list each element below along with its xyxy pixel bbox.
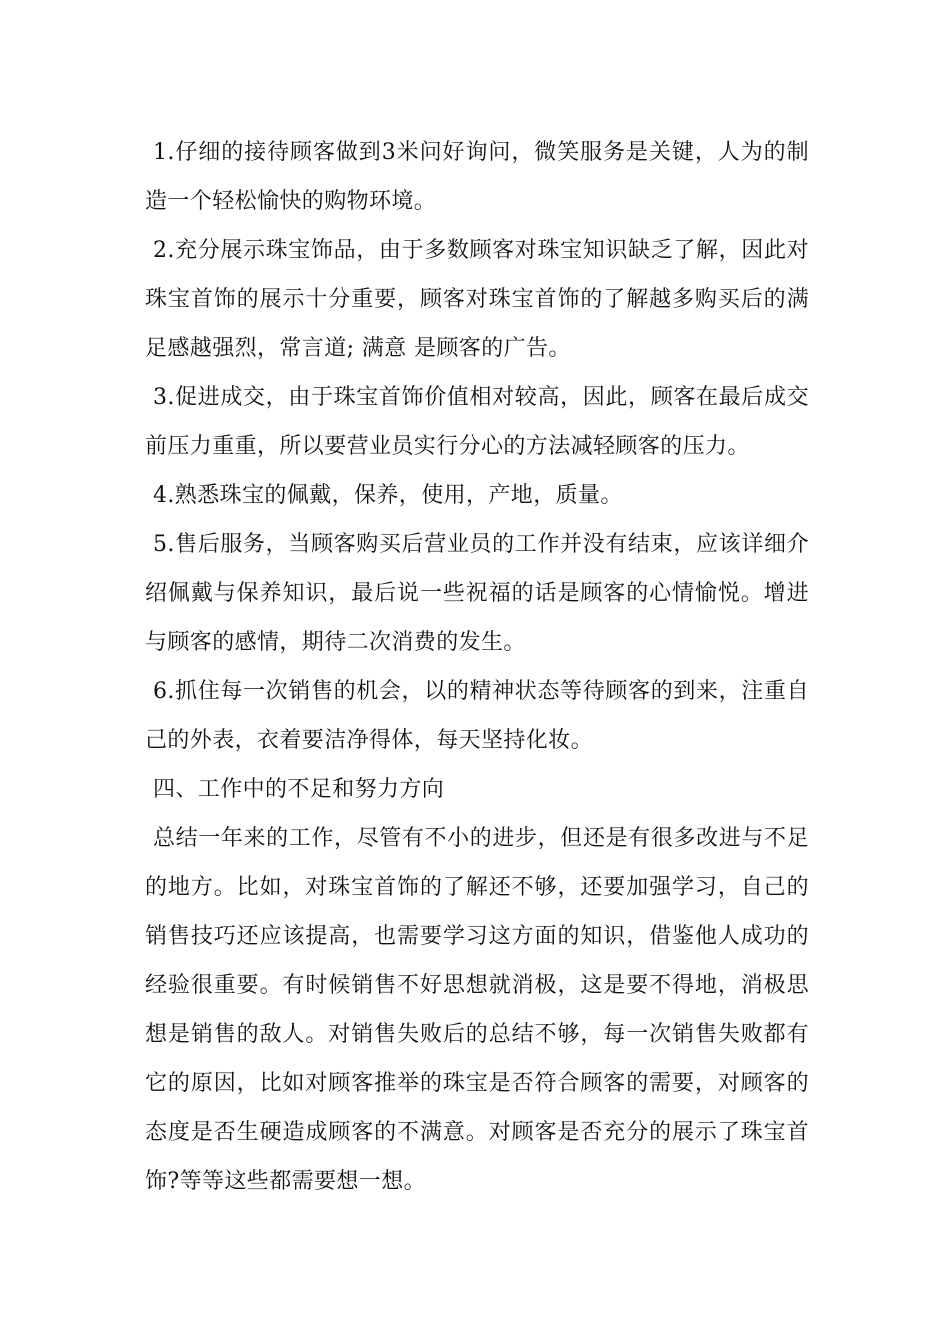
paragraph-3: 3.促进成交，由于珠宝首饰价值相对较高，因此，顾客在最后成交前压力重重，所以要营业员实行分心的方法减轻顾客的压力。 [145,385,809,459]
section-heading: 四、工作中的不足和努力方向 [153,777,445,802]
paragraph-5: 5.售后服务，当顾客购买后营业员的工作并没有结束，应该详细介绍佩戴与保养知识，最后说一些祝福的话是顾客的心情愉悦。增进与顾客的感情，期待二次消费的发生。 [145,532,809,655]
paragraph-1: 1.仔细的接待顾客做到3米问好询问，微笑服务是关键，人为的制造一个轻松愉快的购物环境。 [145,140,809,214]
paragraph-2: 2.充分展示珠宝饰品，由于多数顾客对珠宝知识缺乏了解，因此对珠宝首饰的展示十分重要，顾客对珠宝首饰的了解越多购买后的满足感越强烈，常言道; 满意 是顾客的广告。 [145,238,809,361]
summary-paragraph: 总结一年来的工作，尽管有不小的进步，但还是有很多改进与不足的地方。比如，对珠宝首饰的了解还不够，还要加强学习，自己的销售技巧还应该提高，也需要学习这方面的知识，借鉴他人成功的经验很重要。有时候销售不好思想就消极，这是要不得地，消极思想是销售的敌人。对销售失败后的总结不够，每一次销售失败都有它的原因，比如对顾客推举的珠宝是否符合顾客的需要，对顾客的态度是否生硬造成顾客的不满意。对顾客是否充分的展示了珠宝首饰?等等这些都需要想一想。 [145,826,809,1194]
paragraph-4: 4.熟悉珠宝的佩戴，保养，使用，产地，质量。 [153,483,623,508]
paragraph-6: 6.抓住每一次销售的机会，以的精神状态等待顾客的到来，注重自己的外表，衣着要洁净得体，每天坚持化妆。 [145,679,809,753]
document-body [145,128,809,1206]
